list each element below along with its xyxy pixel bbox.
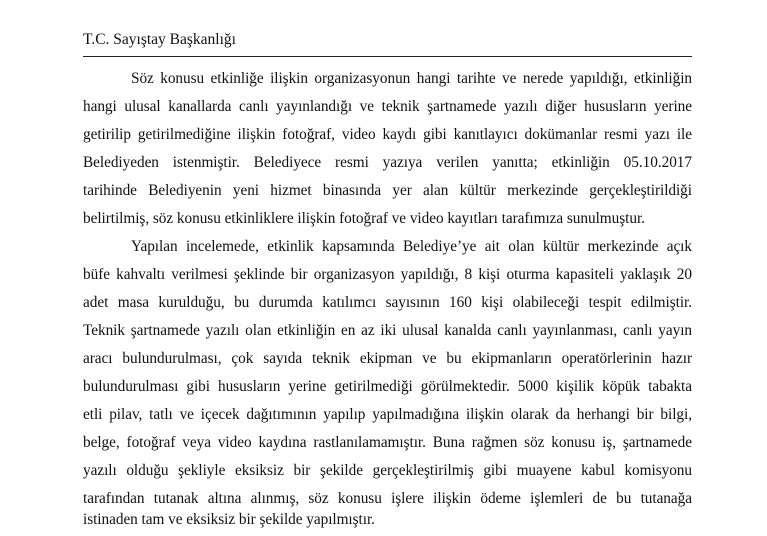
paragraph-1-line-3: getirilip getirilmediğine ilişkin fotoğraf, video kaydı gibi kanıtlayıcı dokümanlar resmi yazı ile — [83, 126, 692, 143]
paragraph-1-line-2: hangi ulusal kanallarda canlı yayınlandığı ve teknik şartnamede yazılı diğer hususların yerine — [83, 98, 692, 115]
paragraph-2-line-8: belge, fotoğraf veya video kaydına rastlanılamamıştır. Buna rağmen söz konusu iş, şartnamede — [83, 434, 692, 451]
paragraph-1-line-1: Söz konusu etkinliğe ilişkin organizasyonun hangi tarihte ve nerede yapıldığı, etkinliğin — [131, 70, 692, 87]
paragraph-2-line-1: Yapılan incelemede, etkinlik kapsamında Belediye’ye ait olan kültür merkezinde açık — [131, 238, 692, 255]
document-header-title: T.C. Sayıştay Başkanlığı — [83, 31, 236, 48]
paragraph-2-line-3: adet masa kurulduğu, bu durumda katılımcı sayısının 160 kişi olabileceği tespit edilmiştir. — [83, 294, 692, 311]
paragraph-1-line-5: tarihinde Belediyenin yeni hizmet binasında yer alan kültür merkezinde gerçekleştirildiği — [83, 182, 692, 199]
paragraph-2-line-10: tarafından tutanak altına alınmış, söz konusu işlere ilişkin ödeme işlemleri de bu tutanağa — [83, 490, 692, 507]
paragraph-2-line-4: Teknik şartnamede yazılı olan etkinliğin en az iki ulusal kanalda canlı yayınlanması, canlı yayın — [83, 322, 692, 339]
paragraph-1-line-6: belirtilmiş, söz konusu etkinliklere ilişkin fotoğraf ve video kayıtları tarafımıza sunulmuştur. — [83, 210, 645, 227]
paragraph-2-line-5: aracı bulundurulması, çok sayıda teknik ekipman ve bu ekipmanların operatörlerinin hazır — [83, 350, 692, 367]
paragraph-2-line-6: bulundurulması gibi hususların yerine getirilmediği görülmektedir. 5000 kişilik köpük tabakta — [83, 378, 692, 395]
paragraph-2-line-7: etli pilav, tatlı ve içecek dağıtımının yapılıp yapılmadığına ilişkin olarak da herhangi bir bilgi, — [83, 406, 692, 423]
header-divider — [83, 56, 692, 57]
paragraph-2-line-9: yazılı olduğu şekliyle eksiksiz bir şekilde gerçekleştirilmiş gibi muayene kabul komisyonu — [83, 462, 692, 479]
paragraph-1-line-4: Belediyeden istenmiştir. Belediyece resmi yazıya verilen yanıtta; etkinliğin 05.10.2017 — [83, 154, 692, 171]
paragraph-2-line-2: büfe kahvaltı verilmesi şeklinde bir organizasyon yapıldığı, 8 kişi oturma kapasiteli yaklaşık 20 — [83, 266, 692, 283]
paragraph-2-line-11: istinaden tam ve eksiksiz bir şekilde yapılmıştır. — [83, 511, 375, 528]
